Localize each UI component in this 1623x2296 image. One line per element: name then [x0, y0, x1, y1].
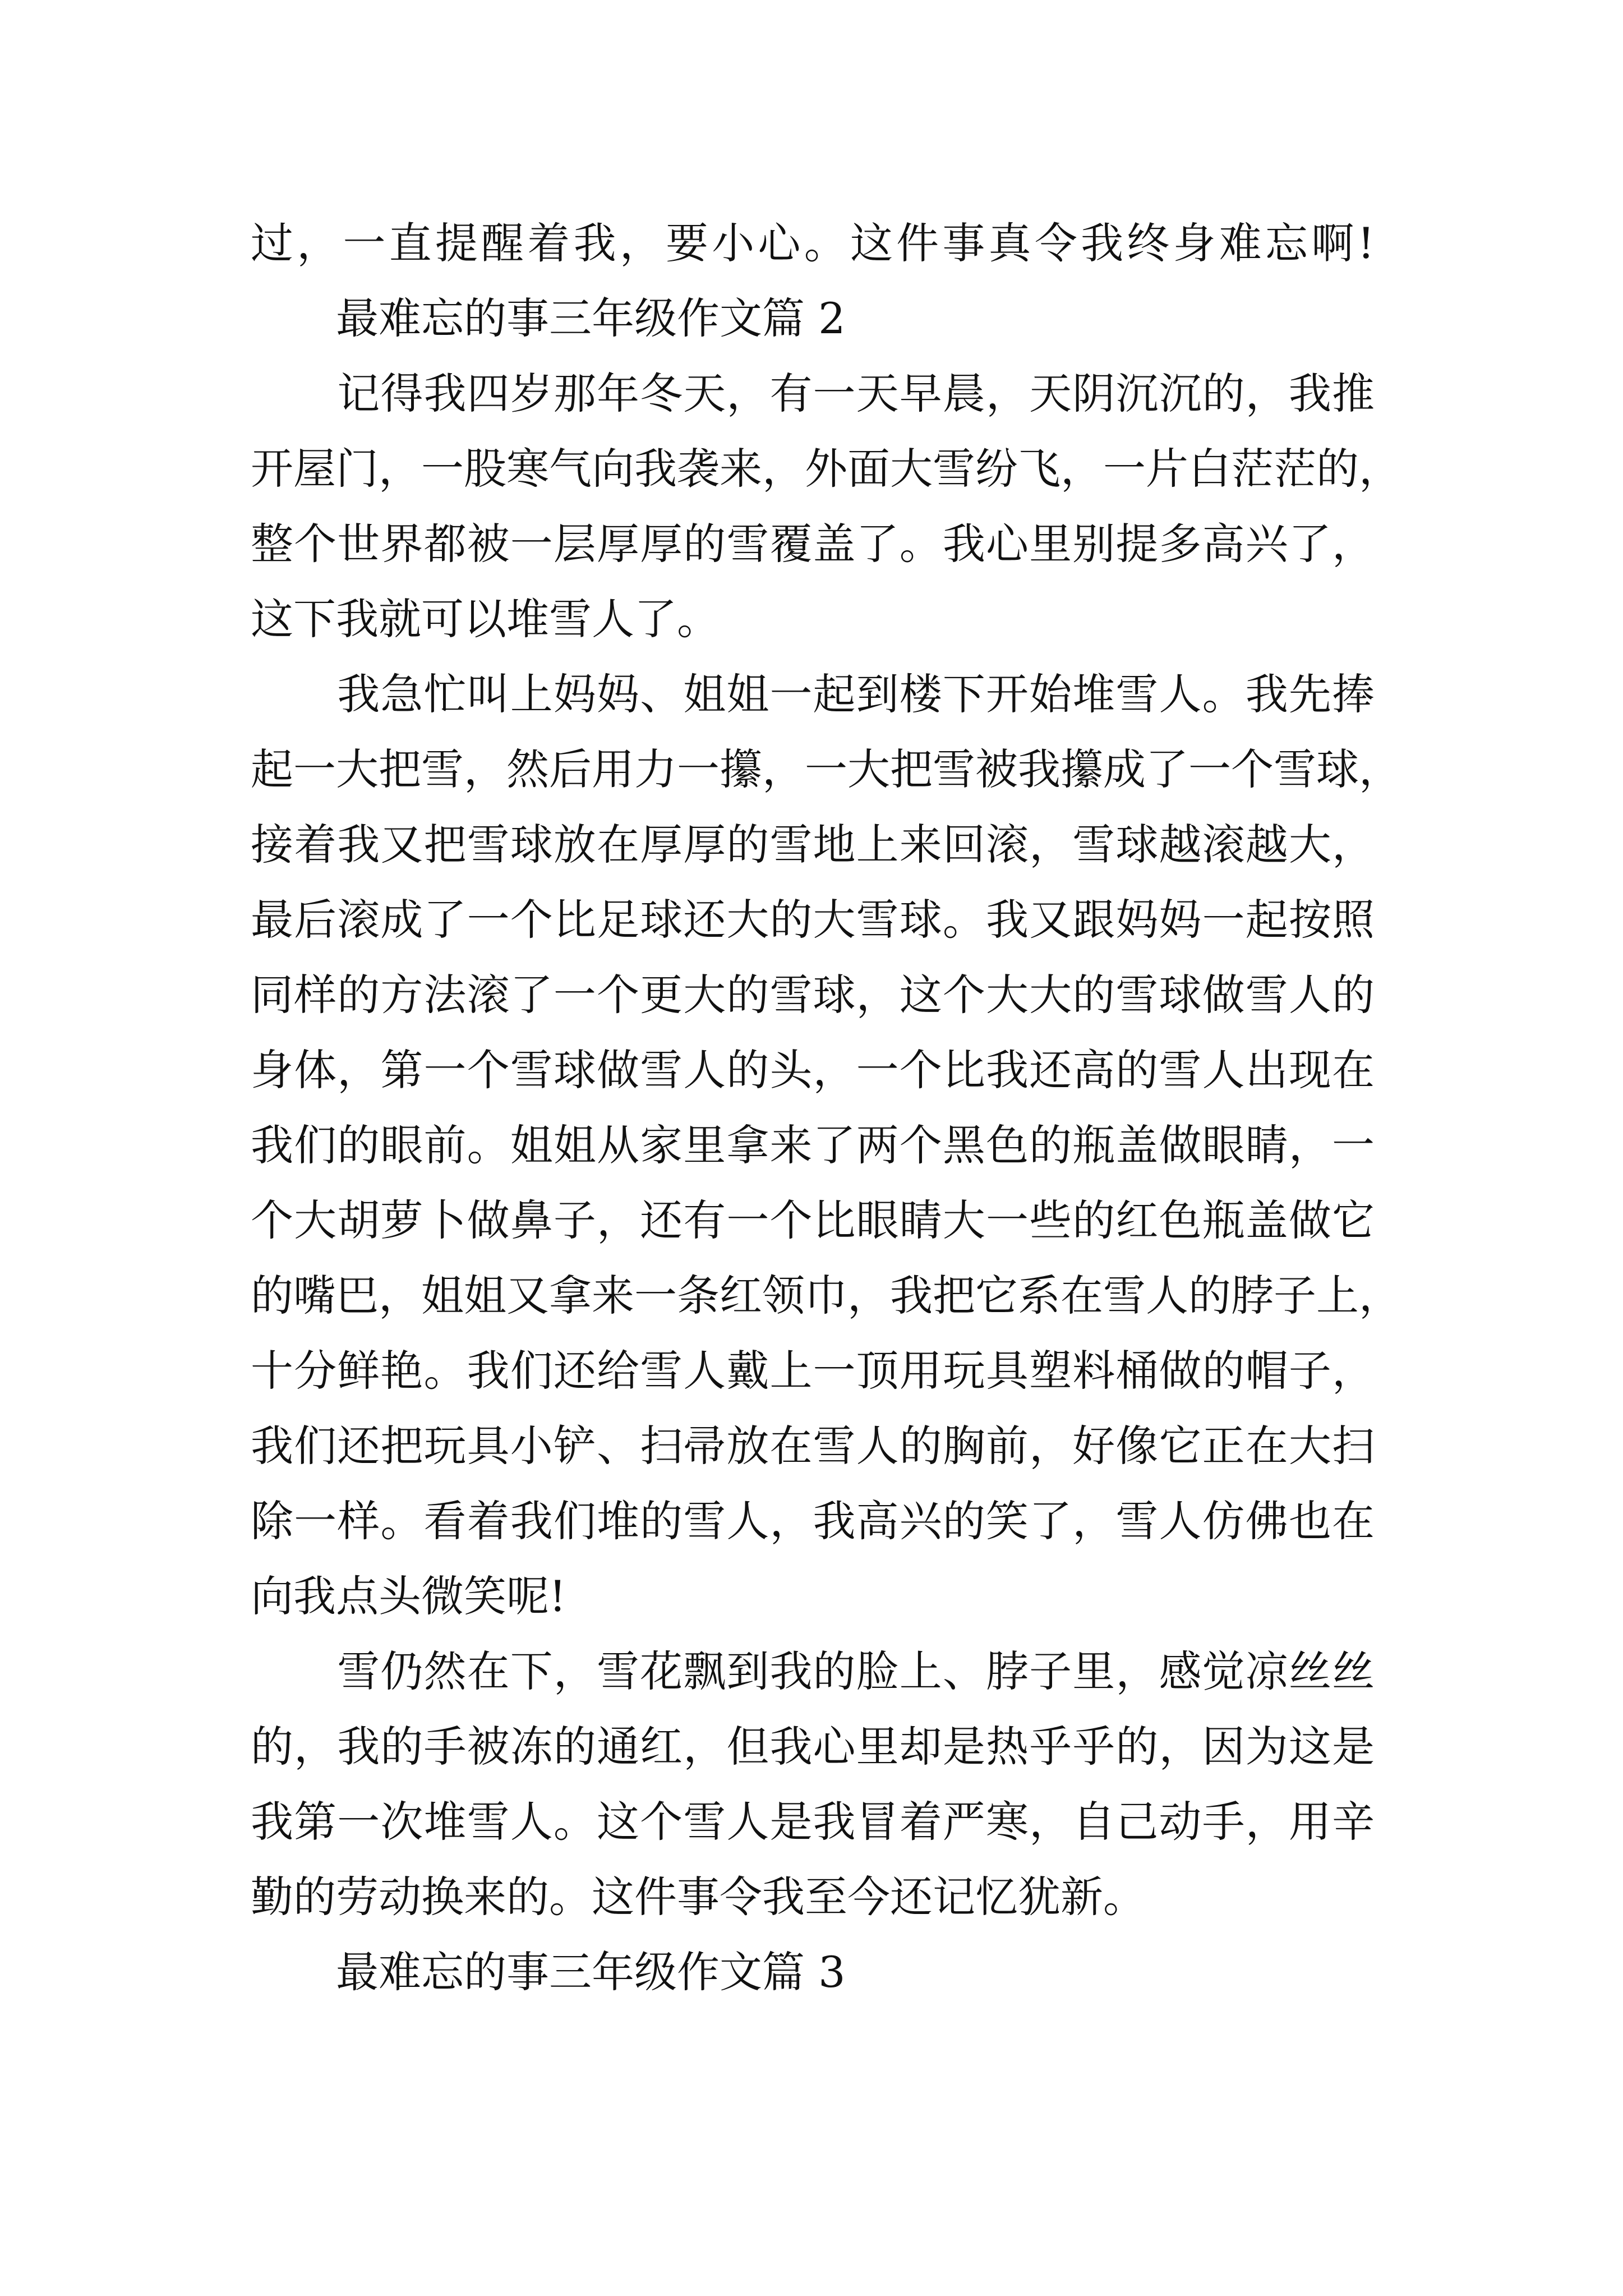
- text-line: 向我点头微笑呢!: [251, 1571, 566, 1621]
- text-line: 我们还把玩具小铲、扫帚放在雪人的胸前，好像它正在大扫: [251, 1421, 1375, 1471]
- text-line: 我们的眼前。姐姐从家里拿来了两个黑色的瓶盖做眼睛，一: [251, 1120, 1375, 1170]
- text-line: 身体，第一个雪球做雪人的头，一个比我还高的雪人出现在: [251, 1045, 1375, 1095]
- text-line: 这下我就可以堆雪人了。: [251, 594, 720, 644]
- text-line: 我急忙叫上妈妈、姐姐一起到楼下开始堆雪人。我先捧: [251, 669, 1375, 719]
- section-heading: 最难忘的事三年级作文篇 3: [251, 1947, 846, 1997]
- text-line: 的，我的手被冻的通红，但我心里却是热乎乎的，因为这是: [251, 1722, 1375, 1772]
- text-line: 开屋门，一股寒气向我袭来，外面大雪纷飞，一片白茫茫的，: [251, 444, 1401, 494]
- text-line: 最后滚成了一个比足球还大的大雪球。我又跟妈妈一起按照: [251, 895, 1375, 945]
- text-line: 起一大把雪，然后用力一攥，一大把雪被我攥成了一个雪球，: [251, 744, 1401, 794]
- text-line: 的嘴巴，姐姐又拿来一条红领巾，我把它系在雪人的脖子上，: [251, 1271, 1401, 1320]
- text-line: 过，一直提醒着我，要小心。这件事真令我终身难忘啊!: [251, 218, 1375, 268]
- text-line: 同样的方法滚了一个更大的雪球，这个大大的雪球做雪人的: [251, 970, 1375, 1020]
- text-line: 除一样。看着我们堆的雪人，我高兴的笑了，雪人仿佛也在: [251, 1496, 1375, 1546]
- text-line: 十分鲜艳。我们还给雪人戴上一顶用玩具塑料桶做的帽子，: [251, 1346, 1375, 1396]
- text-line: 接着我又把雪球放在厚厚的雪地上来回滚，雪球越滚越大，: [251, 820, 1375, 869]
- text-line: 记得我四岁那年冬天，有一天早晨，天阴沉沉的，我推: [251, 369, 1375, 418]
- text-line: 勤的劳动换来的。这件事令我至今还记忆犹新。: [251, 1872, 1146, 1922]
- section-heading: 最难忘的事三年级作文篇 2: [251, 293, 846, 343]
- text-line: 雪仍然在下，雪花飘到我的脸上、脖子里，感觉凉丝丝: [251, 1646, 1375, 1696]
- text-line: 整个世界都被一层厚厚的雪覆盖了。我心里别提多高兴了，: [251, 519, 1375, 569]
- text-line: 个大胡萝卜做鼻子，还有一个比眼睛大一些的红色瓶盖做它: [251, 1195, 1375, 1245]
- text-line: 我第一次堆雪人。这个雪人是我冒着严寒，自己动手，用辛: [251, 1797, 1375, 1847]
